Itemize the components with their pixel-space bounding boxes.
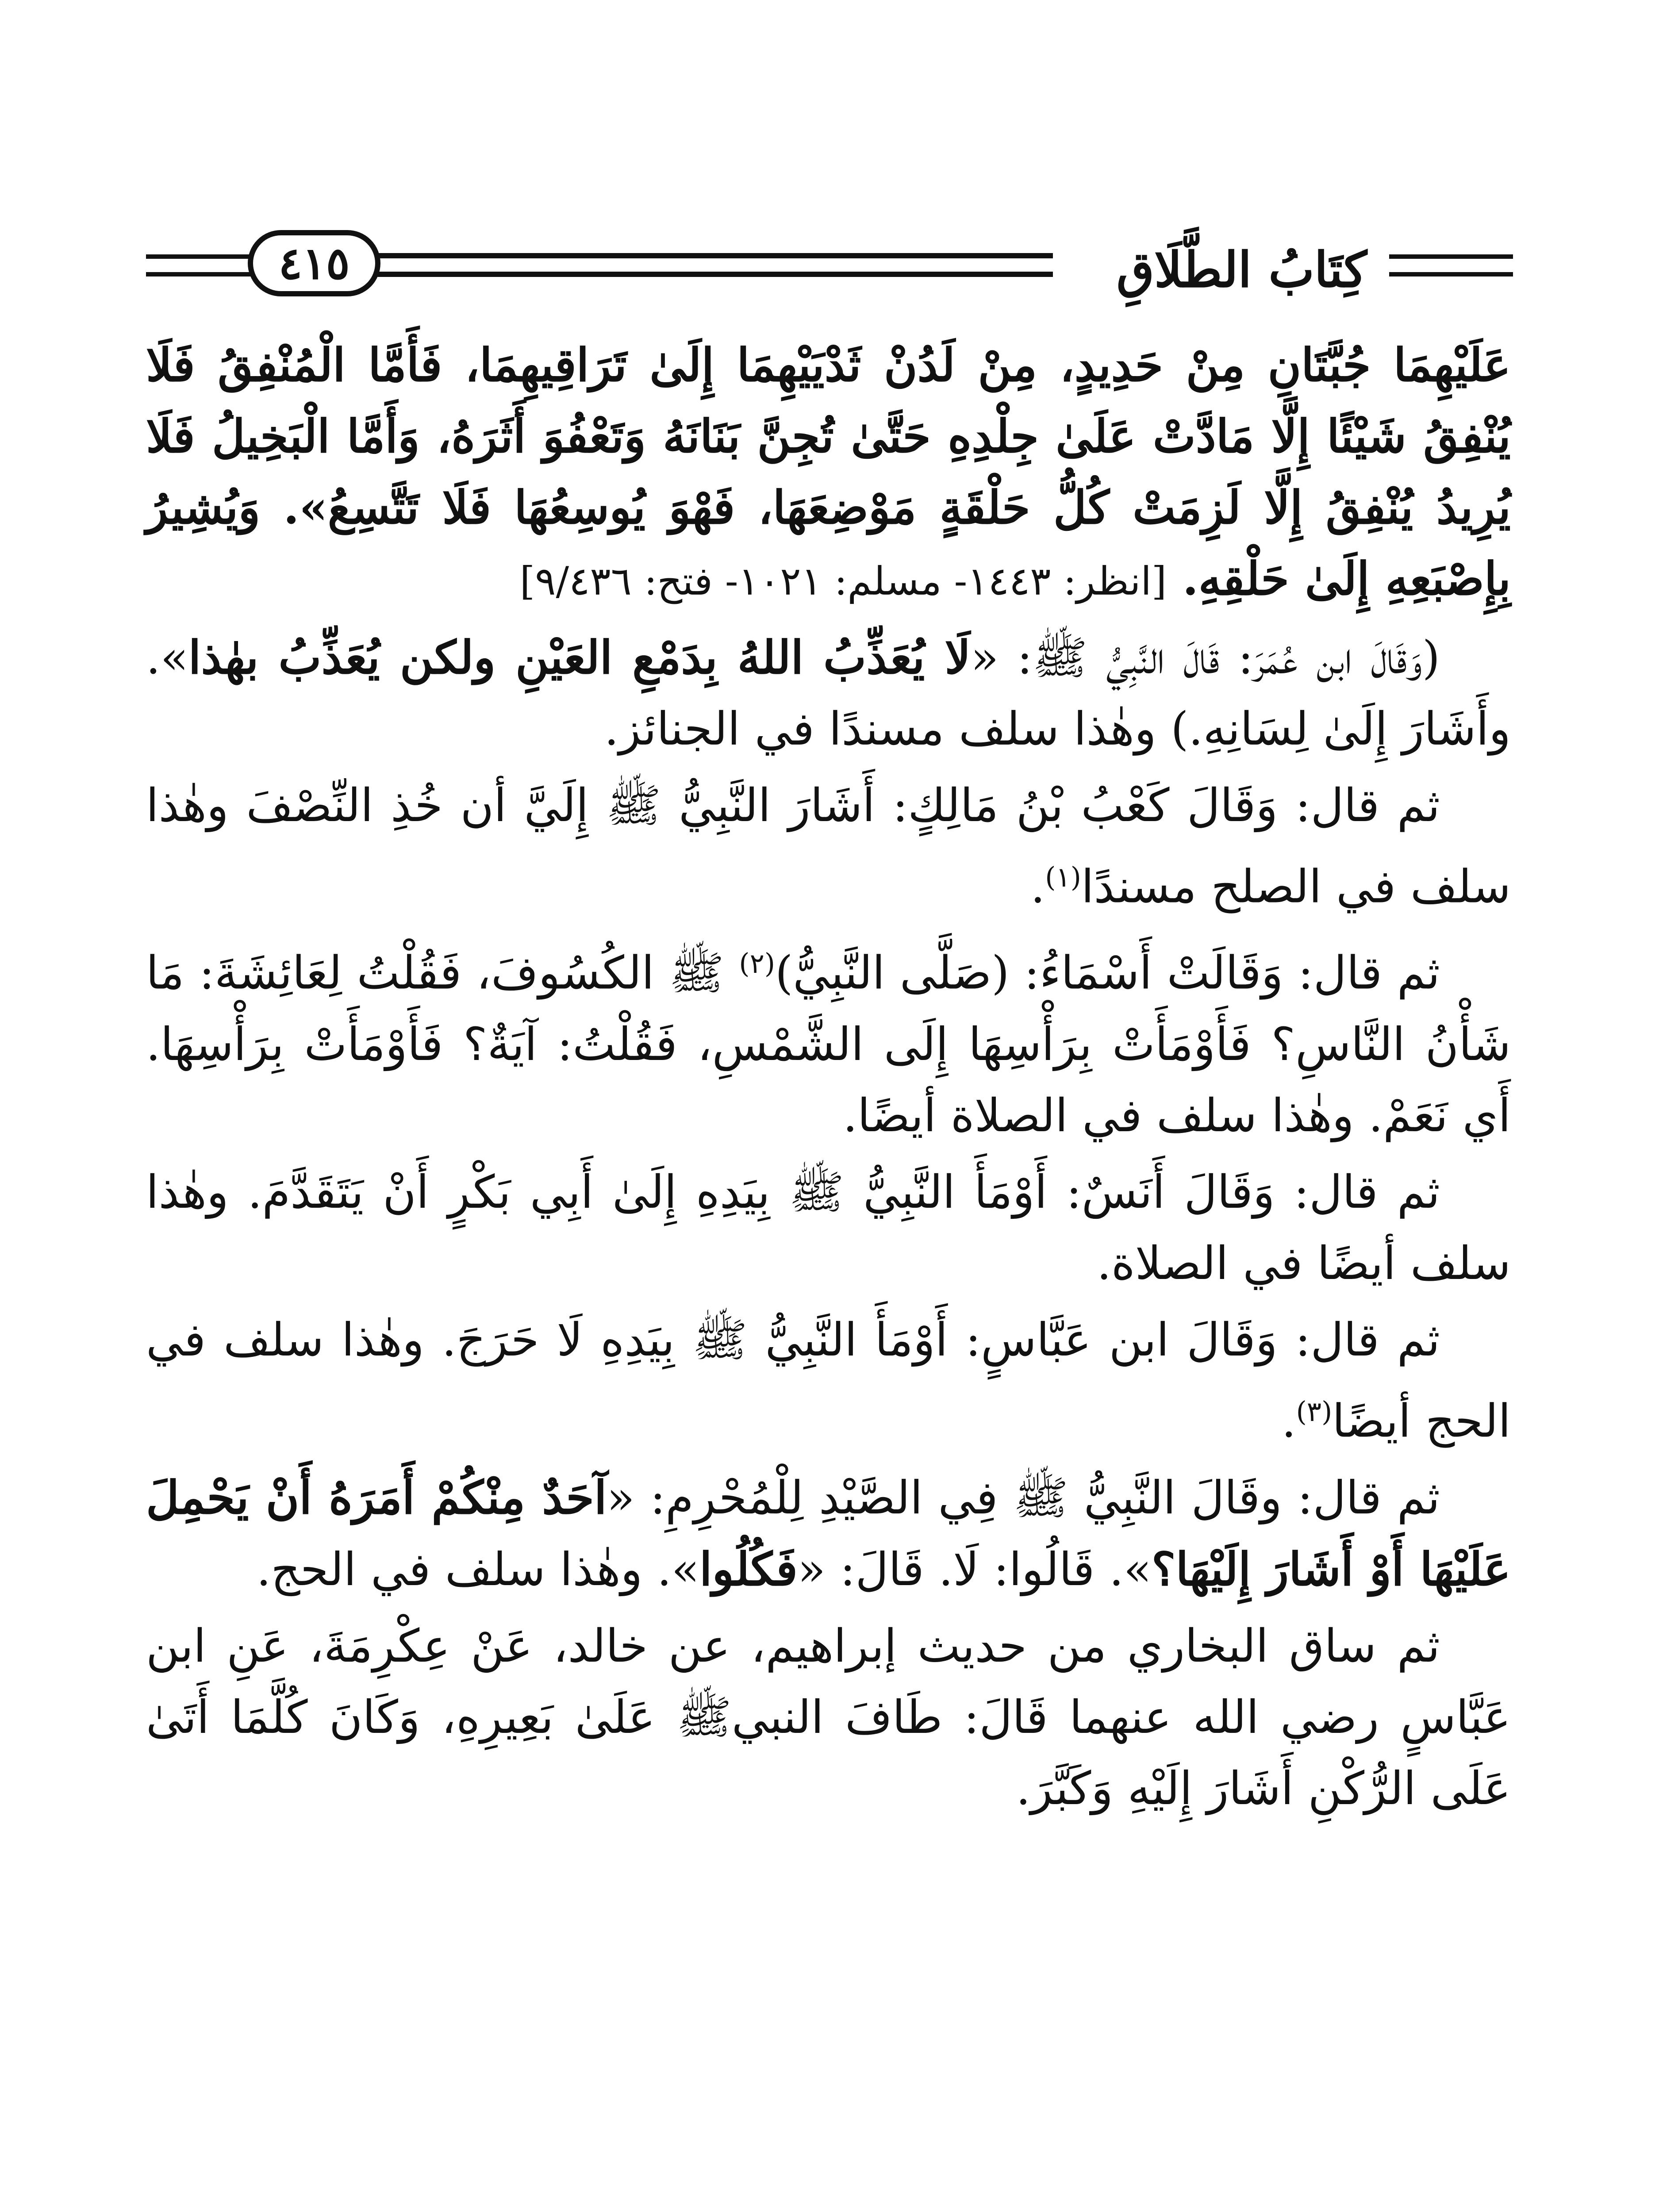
running-title: كِتَابُ الطَّلَاقِ <box>1116 241 1367 298</box>
page-number: ٤١٥ <box>278 237 350 289</box>
paragraph <box>146 1305 1511 1457</box>
text-run: ». وأَشَارَ إِلَىٰ لِسَانِهِ.) وهٰذا سلف مسندًا في الجنائز. <box>146 631 1511 756</box>
text-run: ﷺ الكُسُوفَ، فَقُلْتُ لِعَائِشَةَ: مَا شَأْنُ النَّاسِ؟ فَأَوْمَأَتْ بِرَأْسِهَا إِلَى الشَّمْسِ، فَقُلْتُ: آيَةٌ؟ فَأَوْمَأَتْ بِرَأْسِهَا. أَي نَعَمْ. وهٰذا سلف في الصلاة أيضًا. <box>146 946 1511 1142</box>
text-run: ثم قال: وقَالَ النَّبِيُّ ﷺ فِي الصَّيْدِ لِلْمُحْرِمِ: « <box>607 1471 1440 1525</box>
page-number-badge <box>248 230 380 296</box>
reference: [انظر: ١٤٤٣- مسلم: ١٠٢١- فتح: ٩/٤٣٦] <box>519 558 1167 604</box>
text-run: (وَقَالَ ابن عُمَرَ: قَالَ النَّبِيُّ ﷺ: « <box>971 631 1440 684</box>
text-run: ثم قال: وَقَالَ ابن عَبَّاسٍ: أَوْمَأَ النَّبِيُّ ﷺ بِيَدِهِ لَا حَرَجَ. وهٰذا سلف في الحج أيضًا <box>146 1313 1511 1448</box>
footnote-ref: (١) <box>1045 861 1081 893</box>
text-run: . <box>1281 1394 1296 1448</box>
text-run: ». قَالُوا: لَا. قَالَ: « <box>797 1543 1152 1596</box>
page-header <box>146 230 1513 310</box>
paragraph <box>146 770 1511 922</box>
text-run: . <box>1030 860 1045 914</box>
text-run: ثم ساق البخاري من حديث إبراهيم، عن خالد، عَنْ عِكْرِمَةَ، عَنِ ابن عَبَّاسٍ رضي الله عنهما قَالَ: طَافَ النبيﷺ عَلَىٰ بَعِيرِهِ، وَكَانَ كُلَّمَا أَتَىٰ عَلَى الرُّكْنِ أَشَارَ إِلَيْهِ وَكَبَّرَ. <box>146 1619 1511 1815</box>
text-run: ثم قال: وَقَالَ كَعْبُ بْنُ مَالِكٍ: أَشَارَ النَّبِيُّ ﷺ إِلَيَّ أن خُذِ النِّصْفَ وهٰذا سلف في الصلح مسندًا <box>146 779 1511 914</box>
paragraph <box>146 330 1511 617</box>
paragraph <box>146 622 1511 765</box>
header-rule <box>1389 254 1513 259</box>
footnote-ref: (٢) <box>739 947 776 980</box>
text-run: ثم قال: وَقَالَتْ أَسْمَاءُ: (صَلَّى النَّبِيُّ) <box>775 946 1440 1000</box>
quote-bold: لَا يُعَذِّبُ اللهُ بِدَمْعِ العَيْنِ ولكن يُعَذِّبُ بهٰذا <box>188 631 971 684</box>
main-text <box>146 330 1511 1830</box>
text-run: ». وهٰذا سلف في الحج. <box>256 1543 699 1596</box>
quote-bold: فَكُلُوا <box>699 1542 798 1596</box>
header-rule <box>1389 272 1513 276</box>
header-rule <box>146 254 252 259</box>
paragraph <box>146 1157 1511 1299</box>
paragraph <box>146 1611 1511 1824</box>
header-rule <box>376 253 1053 258</box>
paragraph <box>146 928 1511 1151</box>
footnote-ref: (٣) <box>1296 1395 1333 1428</box>
header-rule <box>146 272 252 276</box>
quote-bold: آحَدٌ مِنْكُمْ أَمَرَهُ أَنْ يَحْمِلَ عَلَيْهَا أَوْ أَشَارَ إِلَيْهَا؟ <box>146 1471 1511 1596</box>
text-run: ثم قال: وَقَالَ أَنَسٌ: أَوْمَأَ النَّبِيُّ ﷺ بِيَدِهِ إِلَىٰ أَبِي بَكْرٍ أَنْ يَتَقَدَّمَ. وهٰذا سلف أيضًا في الصلاة. <box>146 1165 1511 1290</box>
header-rule <box>376 272 1053 277</box>
hadith-text: عَلَيْهِمَا جُبَّتَانِ مِنْ حَدِيدٍ، مِنْ لَدُنْ ثَدْيَيْهِمَا إِلَىٰ تَرَاقِيهِمَا، فَأَمَّا الْمُنْفِقُ فَلَا يُنْفِقُ شَيْئًا إِلَّا مَادَّتْ عَلَىٰ جِلْدِهِ حَتَّىٰ تُجِنَّ بَنَانَهُ وَتَعْفُوَ أَثَرَهُ، وَأَمَّا الْبَخِيلُ فَلَا يُرِيدُ يُنْفِقُ إِلَّا لَزِمَتْ كُلُّ حَلْقَةٍ مَوْضِعَهَا، فَهْوَ يُوسِعُهَا فَلَا تَتَّسِعُ». وَيُشِيرُ بِإِصْبَعِهِ إِلَىٰ حَلْقِهِ. <box>146 338 1511 606</box>
paragraph <box>146 1462 1511 1605</box>
